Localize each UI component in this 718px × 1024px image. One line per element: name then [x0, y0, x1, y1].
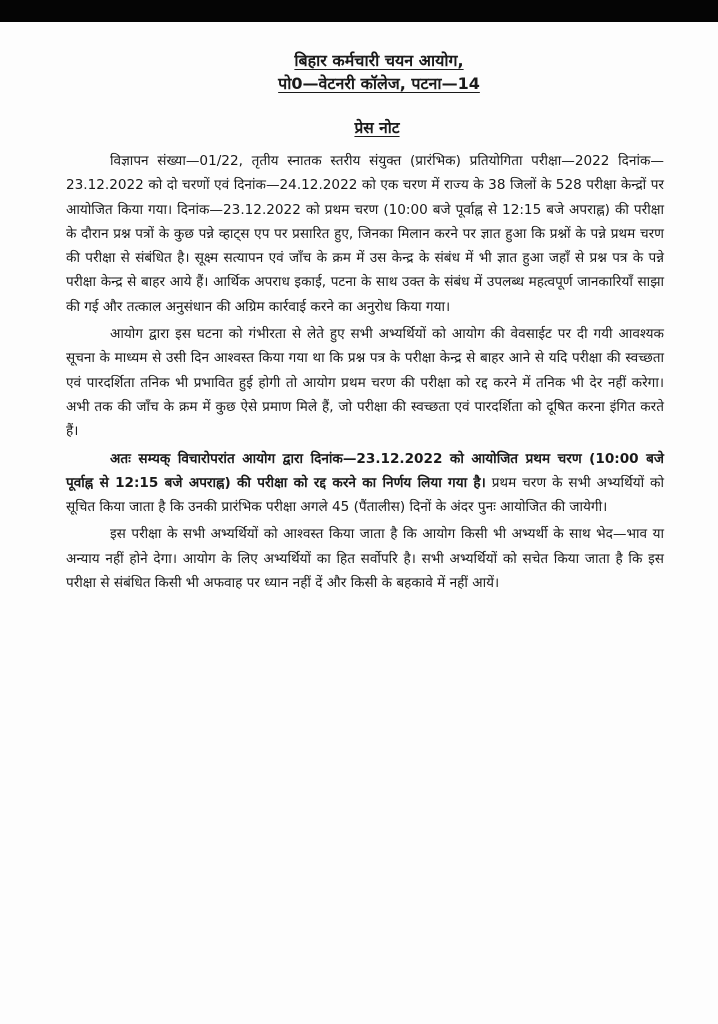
- re-exam-notice: प्रथम चरण के सभी अभ्यर्थियों को सूचित किया जाता है कि उनकी प्रारंभिक परीक्षा अगले 45 (पैंतालीस) दिनों के अंदर पुनः आयोजित की जायेगी।: [66, 474, 664, 516]
- organization-address: पो0—वेटनरी कॉलेज, पटना—14: [278, 74, 480, 93]
- page-title: प्रेस नोट: [354, 119, 400, 137]
- paragraph-1: विज्ञापन संख्या—01/22, तृतीय स्नातक स्तरीय संयुक्त (प्रारंभिक) प्रतियोगिता परीक्षा—2022 दिनांक—23.12.2022 को दो चरणों एवं दिनांक—24.12.2022 को एक चरण में राज्य के 38 जिलों के 528 परीक्षा केन्द्रों पर आयोजित किया गया। दिनांक—23.12.2022 को प्रथम चरण (10:00 बजे पूर्वाह्न से 12:15 बजे अपराह्न) की परीक्षा के दौरान प्रश्न पत्रों के कुछ पन्ने व्हाट्स एप पर प्रसारित हुए, जिनका मिलान करने पर ज्ञात हुआ कि प्रश्नों के पन्ने प्रथम चरण की परीक्षा से संबंधित है। सूक्ष्म सत्यापन एवं जाँच के क्रम में उस केन्द्र के संबंध में भी ज्ञात हुआ जहाँ से प्रश्न पत्र के पन्ने परीक्षा केन्द्र से बाहर आये हैं। आर्थिक अपराध इकाई, पटना के साथ उक्त के संबंध में उपलब्ध महत्वपूर्ण जानकारियाँ साझा की गई और तत्काल अनुसंधान की अग्रिम कार्रवाई करने का अनुरोध किया गया।: [66, 153, 664, 315]
- decision-statement: अतः सम्यक् विचारोपरांत आयोग द्वारा दिनांक—23.12.2022 को आयोजित प्रथम चरण (10:00 बजे पूर्वाह्न से 12:15 बजे अपराह्न) की परीक्षा को रद्द करने का निर्णय लिया गया है।: [66, 450, 664, 491]
- paragraph-2: आयोग द्वारा इस घटना को गंभीरता से लेते हुए सभी अभ्यर्थियों को आयोग की वेवसाईट पर दी गयी आवश्यक सूचना के माध्यम से उसी दिन आश्वस्त किया गया था कि प्रश्न पत्र के परीक्षा केन्द्र से बाहर आने से यदि परीक्षा की स्वच्छता एवं पारदर्शिता तनिक भी प्रभावित हुई होगी तो आयोग प्रथम चरण की परीक्षा को रद्द करने में तनिक भी देर नहीं करेगा। अभी तक की जाँच के क्रम में कुछ ऐसे प्रमाण मिले हैं, जो परीक्षा की स्वच्छता एवं पारदर्शिता को दूषित करना इंगित करते हैं।: [66, 326, 664, 440]
- top-black-bar: [0, 0, 718, 22]
- paragraph-4: इस परीक्षा के सभी अभ्यर्थियों को आश्वस्त किया जाता है कि आयोग किसी भी अभ्यर्थी के साथ भेद—भाव या अन्याय नहीं होने देगा। आयोग के लिए अभ्यर्थियों का हित सर्वोपरि है। सभी अभ्यर्थियों को सचेत किया जाता है कि इस परीक्षा से संबंधित किसी भी अफवाह पर ध्यान नहीं दें और किसी के बहकावे में नहीं आयें।: [66, 526, 664, 592]
- document-body: [66, 149, 664, 595]
- letterhead: [0, 50, 718, 96]
- paragraph-3: [66, 447, 664, 520]
- press-note-page: [0, 22, 718, 1024]
- organization-name: बिहार कर्मचारी चयन आयोग,: [294, 51, 464, 70]
